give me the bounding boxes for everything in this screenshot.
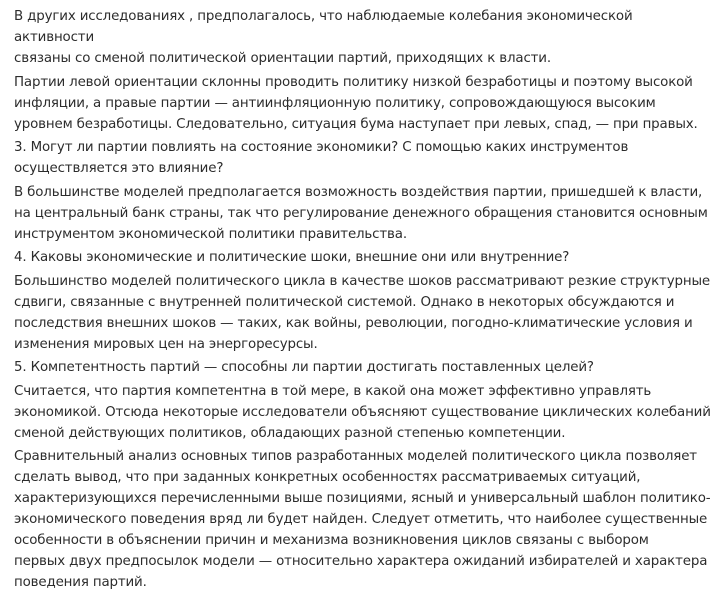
question-3: 3. Могут ли партии повлиять на состояние экономики? С помощью каких инструментов осуществляется это влияние? (14, 140, 629, 176)
document-body (14, 6, 714, 596)
paragraph-left-right-policy: Партии левой ориентации склонны проводить политику низкой безработицы и поэтому высокой инфляции, а правые партии — антиинфляционную политику, сопровождающуюся высоким уровнем безработицы. Следовательно, ситуация бума наступает при левых, спад, — при правых. (14, 74, 698, 132)
question-5: 5. Компетентность партий — способны ли партии достигать поставленных целей? (14, 360, 594, 375)
paragraph-conclusion: Сравнительный анализ основных типов разработанных моделей политического цикла позволяет сделать вывод, что при заданных конкретных особенностях рассматриваемых ситуаций, характеризующихся перечисленными выше позициями, ясный и универсальный шаблон политико- экономического поведения вряд ли будет найден. Следует отметить, что наиболее существенные особенности в объяснении причин и механизма возникновения циклов связаны с выбором первых двух предпосылок модели — относительно характера ожиданий избирателей и характера поведения партий. (14, 449, 711, 590)
paragraph-party-orientation-intro: В других исследованиях , предполагалось, что наблюдаемые колебания экономической активности связаны со сменой политической ориентации партий, приходящих к власти. (14, 9, 633, 66)
paragraph-central-bank: В большинстве моделей предполагается возможность воздействия партии, пришедшей к власти, на центральный банк страны, так что регулирование денежного обращения становится основным инструментом экономической политики правительства. (14, 184, 708, 242)
paragraph-competence: Считается, что партия компетентна в той мере, в какой она может эффективно управлять экономикой. Отсюда некоторые исследователи объясняют существование циклических колебаний сменой действующих политиков, обладающих разной степенью компетенции. (14, 383, 711, 441)
paragraph-shocks: Большинство моделей политического цикла в качестве шоков рассматривают резкие структурные сдвиги, связанные с внутренней политической системой. Однако в некоторых обсуждаются и последствия внешних шоков — таких, как войны, революции, погодно-климатические условия и изменения мировых цен на энергоресурсы. (14, 273, 710, 352)
question-4: 4. Каковы экономические и политические шоки, внешние они или внутренние? (14, 250, 570, 265)
